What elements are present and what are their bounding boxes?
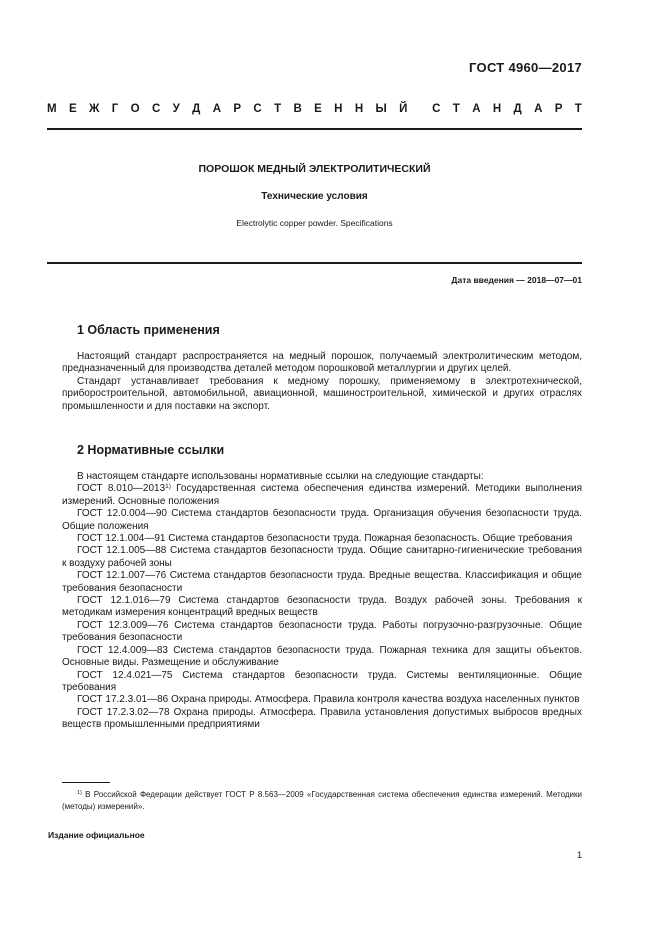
banner-letter: Т: [274, 103, 282, 115]
banner-letter: Ы: [375, 103, 387, 115]
footnote: [62, 789, 582, 812]
banner-letter: Н: [354, 103, 364, 115]
section-2-heading: 2 Нормативные ссылки: [77, 443, 225, 457]
banner-letter: Й: [399, 103, 408, 115]
banner-letter: Т: [574, 103, 582, 115]
reference-text: Государственная система обеспечения единства измерений. Методики выполнения измерений. Основные положения: [62, 483, 582, 507]
reference-item: ГОСТ 12.4.009—83 Система стандартов безопасности труда. Пожарная техника для защиты объектов. Основные виды. Размещение и обслуживание: [62, 644, 582, 669]
banner-letter: С: [432, 103, 441, 115]
banner-letter: Ж: [88, 103, 100, 115]
banner-letter: Н: [492, 103, 502, 115]
reference-item: ГОСТ 12.4.021—75 Система стандартов безопасности труда. Системы вентиляционные. Общие требования: [62, 669, 582, 693]
banner-letter: Г: [111, 103, 119, 115]
banner-letter: С: [253, 103, 262, 115]
footnote-mark: 1): [77, 790, 82, 796]
reference-item: ГОСТ 17.2.3.01—86 Охрана природы. Атмосфера. Правила контроля качества воздуха населенных пунктов: [77, 694, 580, 706]
banner-letter: А: [212, 103, 222, 115]
banner-letter: Р: [554, 103, 563, 115]
interstate-standard-banner: [47, 103, 582, 115]
paragraph: В настоящем стандарте использованы нормативные ссылки на следующие стандарты:: [77, 471, 484, 482]
paragraph: Настоящий стандарт распространяется на медный порошок, получаемый электролитическим методом, предназначенный для производства деталей методом порошковой металлургии и других целей.: [62, 351, 582, 375]
reference-item: [62, 483, 582, 508]
banner-letter: Т: [452, 103, 460, 115]
banner-letter: Н: [334, 103, 343, 115]
introduction-date: Дата введения — 2018—07—01: [451, 275, 582, 285]
section-1-heading: 1 Область применения: [77, 323, 220, 337]
standard-number: ГОСТ 4960—2017: [469, 60, 582, 75]
section-2-body: [62, 471, 582, 732]
document-subtitle: Технические условия: [261, 191, 368, 202]
banner-letter: О: [130, 103, 140, 115]
banner-letter: Д: [192, 103, 201, 115]
official-edition-label: Издание официальное: [48, 830, 145, 840]
banner-letter: А: [534, 103, 543, 115]
section-1-body: [62, 351, 582, 413]
document-title: ПОРОШОК МЕДНЫЙ ЭЛЕКТРОЛИТИЧЕСКИЙ: [198, 163, 431, 175]
top-divider: [47, 128, 582, 130]
reference-item: ГОСТ 12.1.005—88 Система стандартов безопасности труда. Общие санитарно-гигиенические требования к воздуху рабочей зоны: [62, 545, 582, 569]
banner-letter: С: [151, 103, 161, 115]
banner-letter: Д: [513, 103, 522, 115]
footnote-text: В Российской Федерации действует ГОСТ Р 8.563—2009 «Государственная система обеспечения единства измерений. Методики (методы) измерений».: [62, 790, 582, 811]
banner-letter: М: [47, 103, 57, 115]
reference-item: ГОСТ 17.2.3.02—78 Охрана природы. Атмосфера. Правила установления допустимых выбросов вредных веществ промышленными предприятиями: [62, 706, 582, 731]
reference-code: ГОСТ 8.010—2013: [77, 483, 166, 495]
page-number: 1: [576, 850, 582, 860]
banner-letter: У: [172, 103, 180, 115]
footnote-divider: [62, 782, 110, 783]
banner-letter: Е: [314, 103, 322, 115]
banner-letter: Р: [233, 103, 242, 115]
banner-letter: Е: [68, 103, 77, 115]
footnote-mark: 1): [165, 483, 171, 491]
middle-divider: [47, 262, 582, 264]
reference-item: ГОСТ 12.1.004—91 Система стандартов безопасности труда. Пожарная безопасность. Общие требования: [77, 533, 573, 545]
paragraph: Стандарт устанавливает требования к медному порошку, применяемому в электротехнической, приборостроительной, автомобильной, авиационной, машиностроительной, химической и других отраслях промышленности и для поставки на экспорт.: [62, 375, 582, 412]
english-title: Electrolytic copper powder. Specifications: [236, 218, 393, 228]
banner-letter: В: [293, 103, 302, 115]
banner-letter: А: [472, 103, 481, 115]
reference-item: ГОСТ 12.3.009—76 Система стандартов безопасности труда. Работы погрузочно-разгрузочные. Общие требования безопасности: [62, 619, 582, 644]
reference-item: ГОСТ 12.0.004—90 Система стандартов безопасности труда. Организация обучения безопасности труда. Общие положения: [62, 508, 582, 532]
reference-item: ГОСТ 12.1.016—79 Система стандартов безопасности труда. Воздух рабочей зоны. Требования к методикам измерения концентраций вредных веществ: [62, 595, 582, 619]
reference-item: ГОСТ 12.1.007—76 Система стандартов безопасности труда. Вредные вещества. Классификация и общие требования безопасности: [62, 570, 582, 594]
